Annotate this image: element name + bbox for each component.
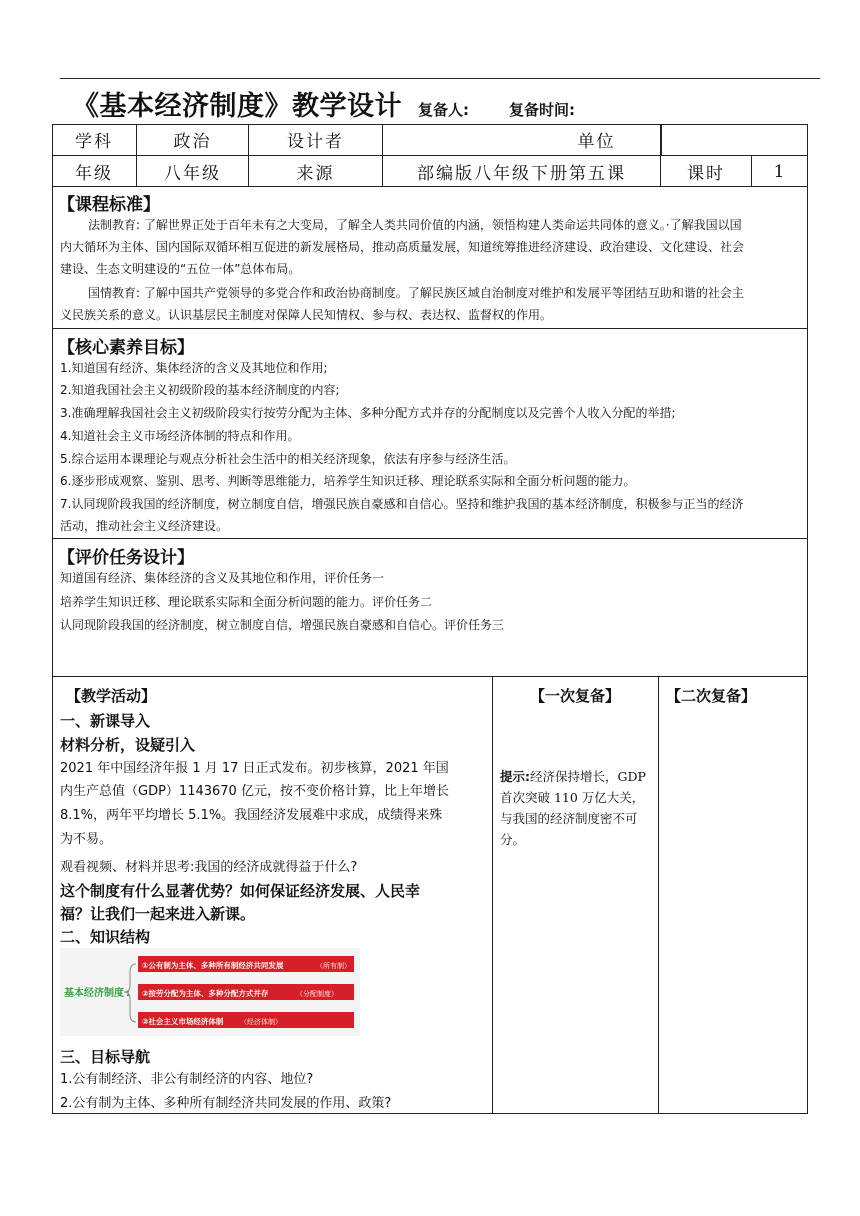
review1-title: 【一次复备】 — [530, 687, 621, 705]
standards-line: 法制教育: 了解世界正处于百年未有之大变局，了解全人类共同价值的内涵，领悟构建人类命运共同体的意义。·了解我国以国 — [88, 218, 742, 232]
goals-bottom — [52, 538, 808, 539]
period-label: 课时 — [661, 156, 752, 187]
document-title: 《基本经济制度》教学设计 — [72, 91, 402, 122]
diagram-branch: ③社会主义市场经济体制 — [142, 1017, 224, 1026]
intro-text: 8.1%，两年平均增长 5.1%。我国经济发展难中求成，成绩得来殊 — [60, 808, 443, 823]
standards-line: 义民族关系的意义。认识基层民主制度对保障人民知情权、参与权、表达权、监督权的作用。 — [60, 308, 553, 322]
standards-bottom — [52, 328, 808, 329]
section-goals-heading: 三、目标导航 — [60, 1048, 151, 1066]
hint-text: 经济保持增长，GDP 首次突破 110 万亿大关，与我国的经济制度密不可分。 — [500, 769, 646, 847]
standards-line: 内大循环为主体、国内国际双循环相互促进的新发展格局，推动高质量发展，知道统筹推进经济建设、政治建设、文化建设、社会 — [60, 240, 745, 254]
header-bottom — [52, 186, 808, 187]
section-structure-heading: 二、知识结构 — [60, 928, 151, 946]
goal-item: 5.综合运用本课理论与观点分析社会生活中的相关经济现象，依法有序参与经济生活。 — [60, 452, 516, 466]
source-label: 来源 — [249, 156, 383, 187]
subject-value: 政治 — [137, 124, 249, 155]
column-divider-1 — [492, 677, 493, 1114]
title-bar — [72, 84, 575, 124]
review1-hint — [500, 766, 652, 850]
activities-title: 【教学活动】 — [66, 687, 157, 705]
tasks-bottom — [52, 676, 808, 677]
goal-item: 1.知道国有经济、集体经济的含义及其地位和作用; — [60, 361, 328, 375]
intro-bold: 这个制度有什么显著优势？如何保证经济发展、人民幸 — [60, 882, 421, 900]
section-intro-sub: 材料分析，设疑引入 — [60, 736, 196, 754]
task-item: 培养学生知识迁移、理论联系实际和全面分析问题的能力。评价任务二 — [60, 595, 433, 609]
hint-label: 提示: — [500, 769, 530, 784]
intro-text: 内生产总值（GDP）1143670 亿元，按不变价格计算，比上年增长 — [60, 784, 449, 799]
review2-title: 【二次复备】 — [666, 687, 757, 705]
column-divider-2 — [658, 677, 659, 1114]
goal-item: 7.认同现阶段我国的经济制度，树立制度自信，增强民族自豪感和自信心。坚持和维护我国的基本经济制度，积极参与正当的经济 — [60, 497, 744, 511]
goal-question: 1.公有制经济、非公有制经济的内容、地位? — [60, 1072, 314, 1087]
goals-title: 【核心素养目标】 — [58, 338, 194, 358]
prep-time-label: 复备时间: — [509, 101, 575, 119]
task-item: 认同现阶段我国的经济制度，树立制度自信，增强民族自豪感和自信心。评价任务三 — [60, 618, 505, 632]
goal-item: 4.知道社会主义市场经济体制的特点和作用。 — [60, 429, 300, 443]
standards-title: 【课程标准】 — [58, 195, 160, 215]
period-value: 1 — [773, 161, 787, 182]
intro-bold: 福？让我们一起来进入新课。 — [60, 905, 256, 923]
diagram-branch: ②按劳分配为主体、多种分配方式并存 — [142, 989, 269, 998]
diagram-branch-note: （分配制度） — [296, 990, 338, 998]
unit-label: 单位 — [577, 132, 616, 152]
diagram-branch-note: （经济体制） — [240, 1018, 282, 1026]
diagram-root-colon: : — [126, 988, 130, 999]
goal-item: 活动，推动社会主义经济建设。 — [60, 519, 229, 533]
standards-line: 国情教育: 了解中国共产党领导的多党合作和政治协商制度。了解民族区域自治制度对维护和发展平等团结互助和谐的社会主 — [88, 286, 744, 300]
goal-item: 3.准确理解我国社会主义初级阶段实行按劳分配为主体、多种分配方式并存的分配制度以及完善个人收入分配的举措; — [60, 406, 676, 420]
diagram-root: 基本经济制度 — [64, 988, 124, 999]
preparer-label: 复备人: — [418, 101, 469, 119]
intro-text: 为不易。 — [60, 832, 113, 847]
tasks-title: 【评价任务设计】 — [58, 548, 194, 568]
header-row-1 — [52, 124, 808, 155]
subject-label: 学科 — [52, 124, 137, 155]
diagram-branch: ①公有制为主体、多种所有制经济共同发展 — [142, 961, 284, 970]
designer-label: 设计者 — [249, 124, 383, 155]
goal-item: 2.知道我国社会主义初级阶段的基本经济制度的内容; — [60, 383, 340, 397]
source-value: 部编版八年级下册第五课 — [383, 156, 661, 187]
diagram-branch-note: （所有制） — [316, 962, 351, 970]
section-intro-heading: 一、新课导入 — [60, 712, 151, 730]
intro-question: 观看视频、材料并思考:我国的经济成就得益于什么? — [60, 860, 358, 875]
grade-value: 八年级 — [137, 156, 249, 187]
unit-value — [661, 124, 808, 155]
task-item: 知道国有经济、集体经济的含义及其地位和作用，评价任务一 — [60, 571, 385, 585]
intro-text: 2021 年中国经济年报 1 月 17 日正式发布。初步核算，2021 年国 — [60, 761, 449, 776]
knowledge-structure-diagram — [60, 948, 360, 1036]
grade-label: 年级 — [52, 156, 137, 187]
standards-line: 建设、生态文明建设的“五位一体”总体布局。 — [60, 262, 301, 276]
goal-question: 2.公有制为主体、多种所有制经济共同发展的作用、政策? — [60, 1096, 392, 1111]
header-row-2 — [52, 156, 808, 187]
top-rule — [60, 78, 820, 79]
goal-item: 6.逐步形成观察、鉴别、思考、判断等思维能力，培养学生知识迁移、理论联系实际和全面分析问题的能力。 — [60, 474, 636, 488]
